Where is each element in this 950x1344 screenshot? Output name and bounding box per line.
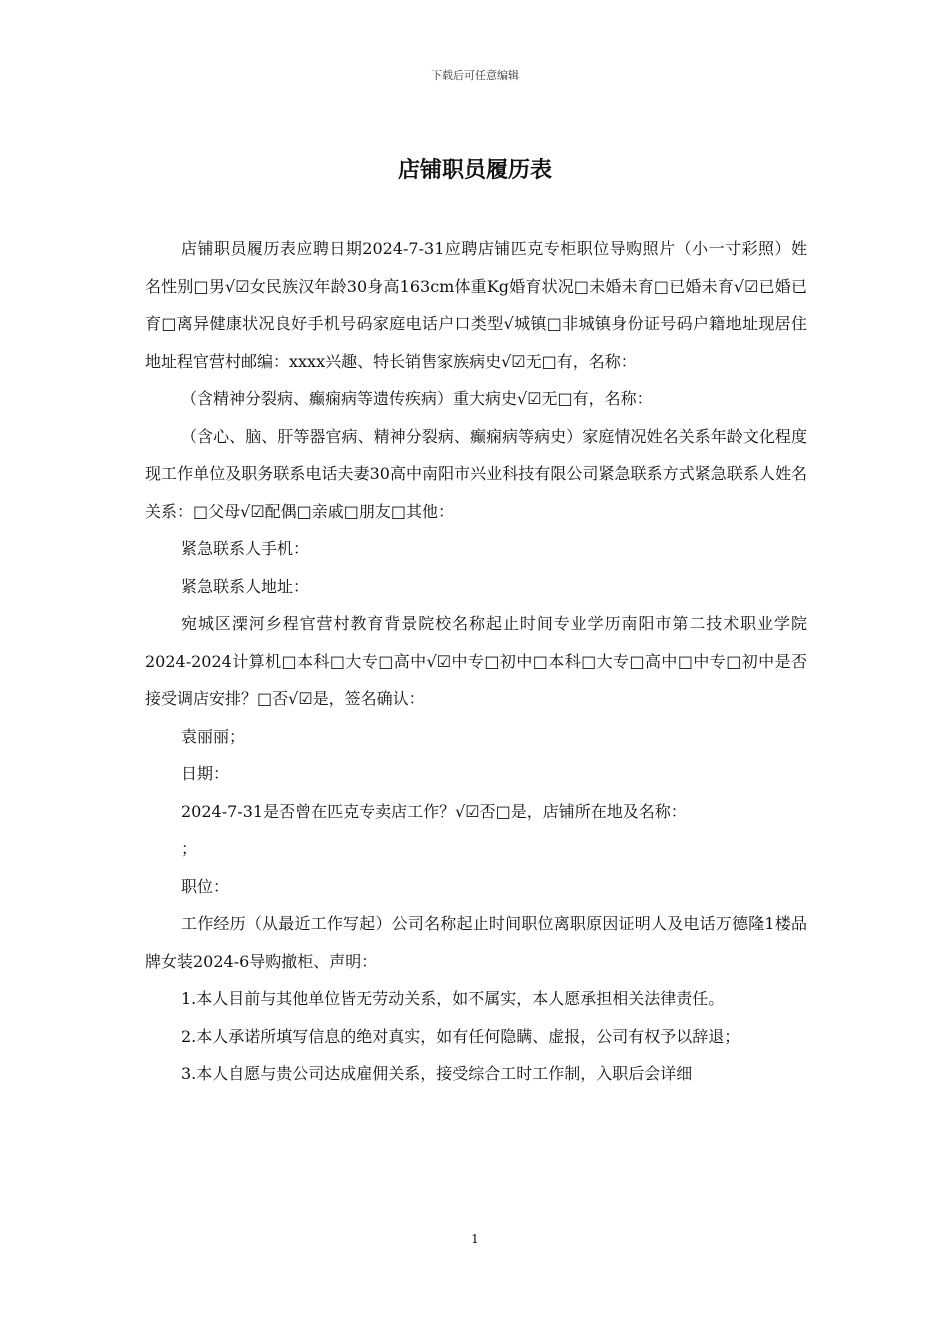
header-note: 下载后可任意编辑	[431, 69, 519, 82]
page-number: 1	[471, 1232, 479, 1246]
paragraph-statement-1: 1.本人目前与其他单位皆无劳动关系，如不属实，本人愿承担相关法律责任。	[181, 989, 725, 1008]
paragraph-date-label: 日期：	[181, 764, 230, 783]
paragraph-position-label: 职位：	[181, 876, 230, 896]
paragraph-previous-store: 2024-7-31是否曾在匹克专卖店工作？√☑否□是，店铺所在地及名称：	[181, 801, 687, 821]
document-title: 店铺职员履历表	[397, 158, 552, 183]
paragraph-signature: 袁丽丽；	[181, 726, 246, 746]
paragraph-major-illness: （含精神分裂病、癫痫病等遗传疾病）重大病史√☑无□有，名称：	[181, 389, 653, 408]
paragraph-emergency-phone: 紧急联系人手机：	[181, 539, 310, 558]
paragraph-family-emergency: （含心、脑、肝等器官病、精神分裂病、癫痫病等病史）家庭情况姓名关系年龄文化程度现工作单位及职务联系电话夫妻30高中南阳市兴业科技有限公司紧急联系方式紧急联系人姓名关系：□父母√☑配偶□亲戚□朋友□其他：	[145, 426, 807, 521]
paragraph-education: 宛城区溧河乡程官营村教育背景院校名称起止时间专业学历南阳市第二技术职业学院2024-2024计算机□本科□大专□高中√☑中专□初中□本科□大专□高中□中专□初中是否接受调店安排？□否√☑是，签名确认：	[145, 614, 807, 708]
paragraph-emergency-address: 紧急联系人地址：	[181, 576, 310, 596]
paragraph-semicolon: ；	[181, 839, 198, 858]
paragraph-statement-3: 3.本人自愿与贵公司达成雇佣关系，接受综合工时工作制，入职后会详细	[181, 1064, 693, 1083]
document-body	[145, 230, 807, 1093]
paragraph-statement-2: 2.本人承诺所填写信息的绝对真实，如有任何隐瞒、虚报，公司有权予以辞退；	[181, 1026, 741, 1046]
paragraph-basic-info: 店铺职员履历表应聘日期2024-7-31应聘店铺匹克专柜职位导购照片（小一寸彩照）姓名性别□男√☑女民族汉年龄30身高163cm体重Kg婚育状况□未婚未育□已婚未育√☑已婚已育□离异健康状况良好手机号码家庭电话户口类型√城镇□非城镇身份证号码户籍地址现居住地址程官营村邮编：xxxx兴趣、特长销售家族病史√☑无□有，名称：	[145, 239, 807, 371]
paragraph-work-history: 工作经历（从最近工作写起）公司名称起止时间职位离职原因证明人及电话万德隆1楼品牌女装2024-6导购撤柜、声明：	[145, 914, 807, 971]
